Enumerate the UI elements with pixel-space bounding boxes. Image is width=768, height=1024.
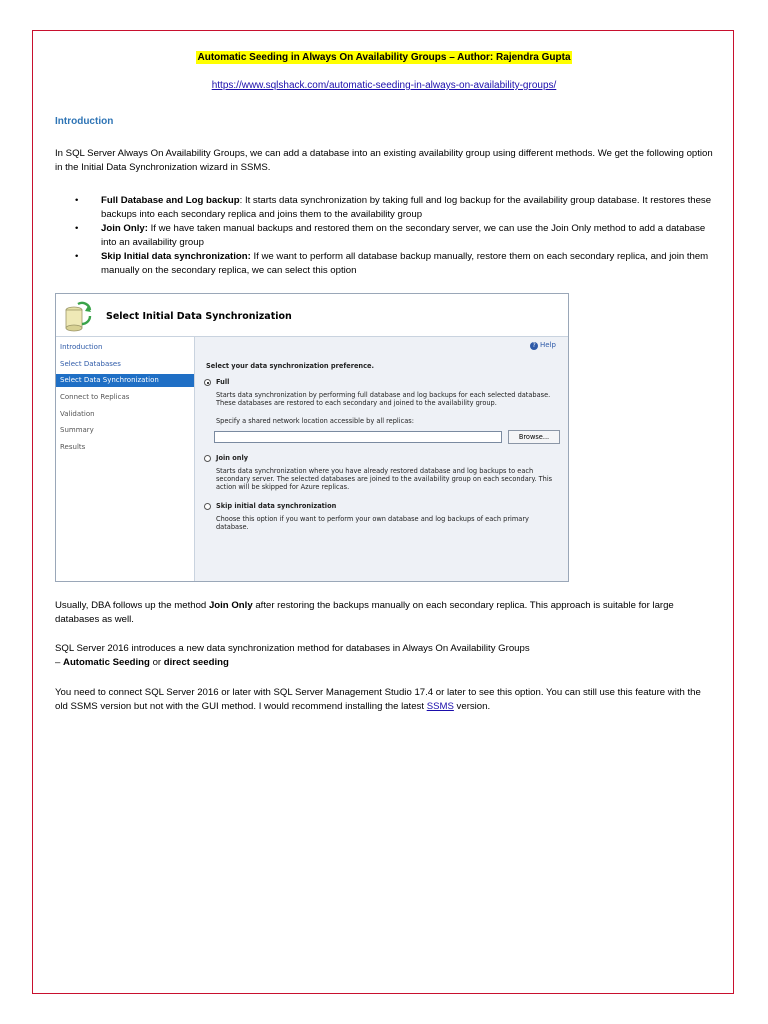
help-label: Help <box>540 341 556 349</box>
document-title: Automatic Seeding in Always On Availability Groups – Author: Rajendra Gupta <box>197 52 571 63</box>
join-description-line2: secondary server. The selected databases are joined to the availability group on each secondary. This <box>216 475 553 483</box>
share-path-input[interactable] <box>214 431 502 443</box>
join-description-line1: Starts data synchronization where you have already restored database and log backups to each <box>216 467 534 475</box>
paragraph-text: or <box>149 657 164 668</box>
nav-item-validation[interactable]: Validation <box>60 410 95 418</box>
sync-prompt: Select your data synchronization preference. <box>206 362 375 370</box>
skip-sync-radio[interactable] <box>204 503 211 510</box>
help-link[interactable] <box>530 341 556 350</box>
section-heading: Introduction <box>55 116 114 127</box>
bullet-icon: • <box>75 195 79 206</box>
wizard-content <box>195 337 568 581</box>
full-radio[interactable] <box>204 379 211 386</box>
paragraph-bold: Join Only <box>208 600 253 611</box>
nav-item-summary[interactable]: Summary <box>60 426 94 434</box>
nav-item-select-databases[interactable]: Select Databases <box>60 360 121 368</box>
paragraph-text: – <box>55 657 64 668</box>
nav-item-results[interactable]: Results <box>60 443 86 451</box>
skip-sync-label: Skip initial data synchronization <box>216 502 337 510</box>
wizard-title: Select Initial Data Synchronization <box>106 311 292 322</box>
join-only-label: Join only <box>216 454 249 462</box>
paragraph-text: SQL Server 2016 introduces a new data synchronization method for databases in Always On Availability Groups <box>55 643 530 654</box>
ssms-link[interactable]: SSMS <box>426 701 454 712</box>
join-only-radio[interactable] <box>204 455 211 462</box>
intro-paragraph: In SQL Server Always On Availability Groups, we can add a database into an existing availability group using different methods. We get the following option in the Initial Data Synchronization wizard in SSMS. <box>55 148 713 173</box>
nav-item-connect-to-replicas[interactable]: Connect to Replicas <box>60 393 130 401</box>
database-sync-icon <box>64 298 92 332</box>
paragraph-bold: direct seeding <box>163 657 229 668</box>
paragraph-text: after restoring the backups manually on each secondary replica. This approach is suitable for large databases as well. <box>55 600 674 625</box>
list-item <box>55 194 715 222</box>
bullet-icon: • <box>75 223 79 234</box>
full-description-line2: These databases are restored to each secondary and joined to the availability group. <box>216 399 497 407</box>
join-description-line3: action will be skipped for Azure replicas. <box>216 483 350 491</box>
bullet-icon: • <box>75 251 79 262</box>
nav-item-introduction[interactable]: Introduction <box>60 343 103 351</box>
seeding-paragraph <box>55 642 715 670</box>
bullet-bold: Skip Initial data synchronization: <box>101 251 251 262</box>
paragraph-text: You need to connect SQL Server 2016 or later with SQL Server Management Studio 17.4 or later to see this option. You can still use this feature with the old SSMS version but not with the GUI method. I would recommend installing the latest <box>55 687 701 712</box>
wizard-header <box>56 294 568 337</box>
bullet-text: : It starts data synchronization by taking full and log backup for the availability group database. It restores these backups into each secondary replica and joins them to the availability group <box>101 195 712 220</box>
article-url <box>0 80 768 91</box>
help-icon: ? <box>530 342 538 350</box>
bullet-text: If we want to perform all database backup manually, restore them on each secondary replica, and join them manually on the secondary replica, we can select this option <box>101 251 709 276</box>
skip-description-line2: database. <box>216 523 249 531</box>
list-item <box>55 250 715 278</box>
wizard-nav <box>56 337 195 581</box>
ssms-paragraph <box>55 686 715 714</box>
join-only-paragraph <box>55 599 715 627</box>
article-link[interactable]: https://www.sqlshack.com/automatic-seeding-in-always-on-availability-groups/ <box>211 80 557 91</box>
browse-button[interactable]: Browse... <box>508 430 560 444</box>
paragraph-text: version. <box>453 701 491 712</box>
paragraph-text: Usually, DBA follows up the method <box>55 600 209 611</box>
bullet-bold: Full Database and Log backup <box>101 195 240 206</box>
skip-description-line1: Choose this option if you want to perform your own database and log backups of each primary <box>216 515 529 523</box>
share-label: Specify a shared network location accessible by all replicas: <box>216 417 414 425</box>
full-label: Full <box>216 378 230 386</box>
paragraph-bold: Automatic Seeding <box>63 657 150 668</box>
nav-item-select-data-synchronization[interactable]: Select Data Synchronization <box>56 374 194 387</box>
list-item <box>55 222 715 250</box>
wizard-screenshot <box>55 293 569 582</box>
bullet-bold: Join Only: <box>101 223 148 234</box>
bullet-list <box>55 194 715 278</box>
bullet-text: If we have taken manual backups and restored them on the secondary server, we can use the Join Only method to add a database into an availability group <box>101 223 706 248</box>
full-description-line1: Starts data synchronization by performing full database and log backups for each selected database. <box>216 391 551 399</box>
